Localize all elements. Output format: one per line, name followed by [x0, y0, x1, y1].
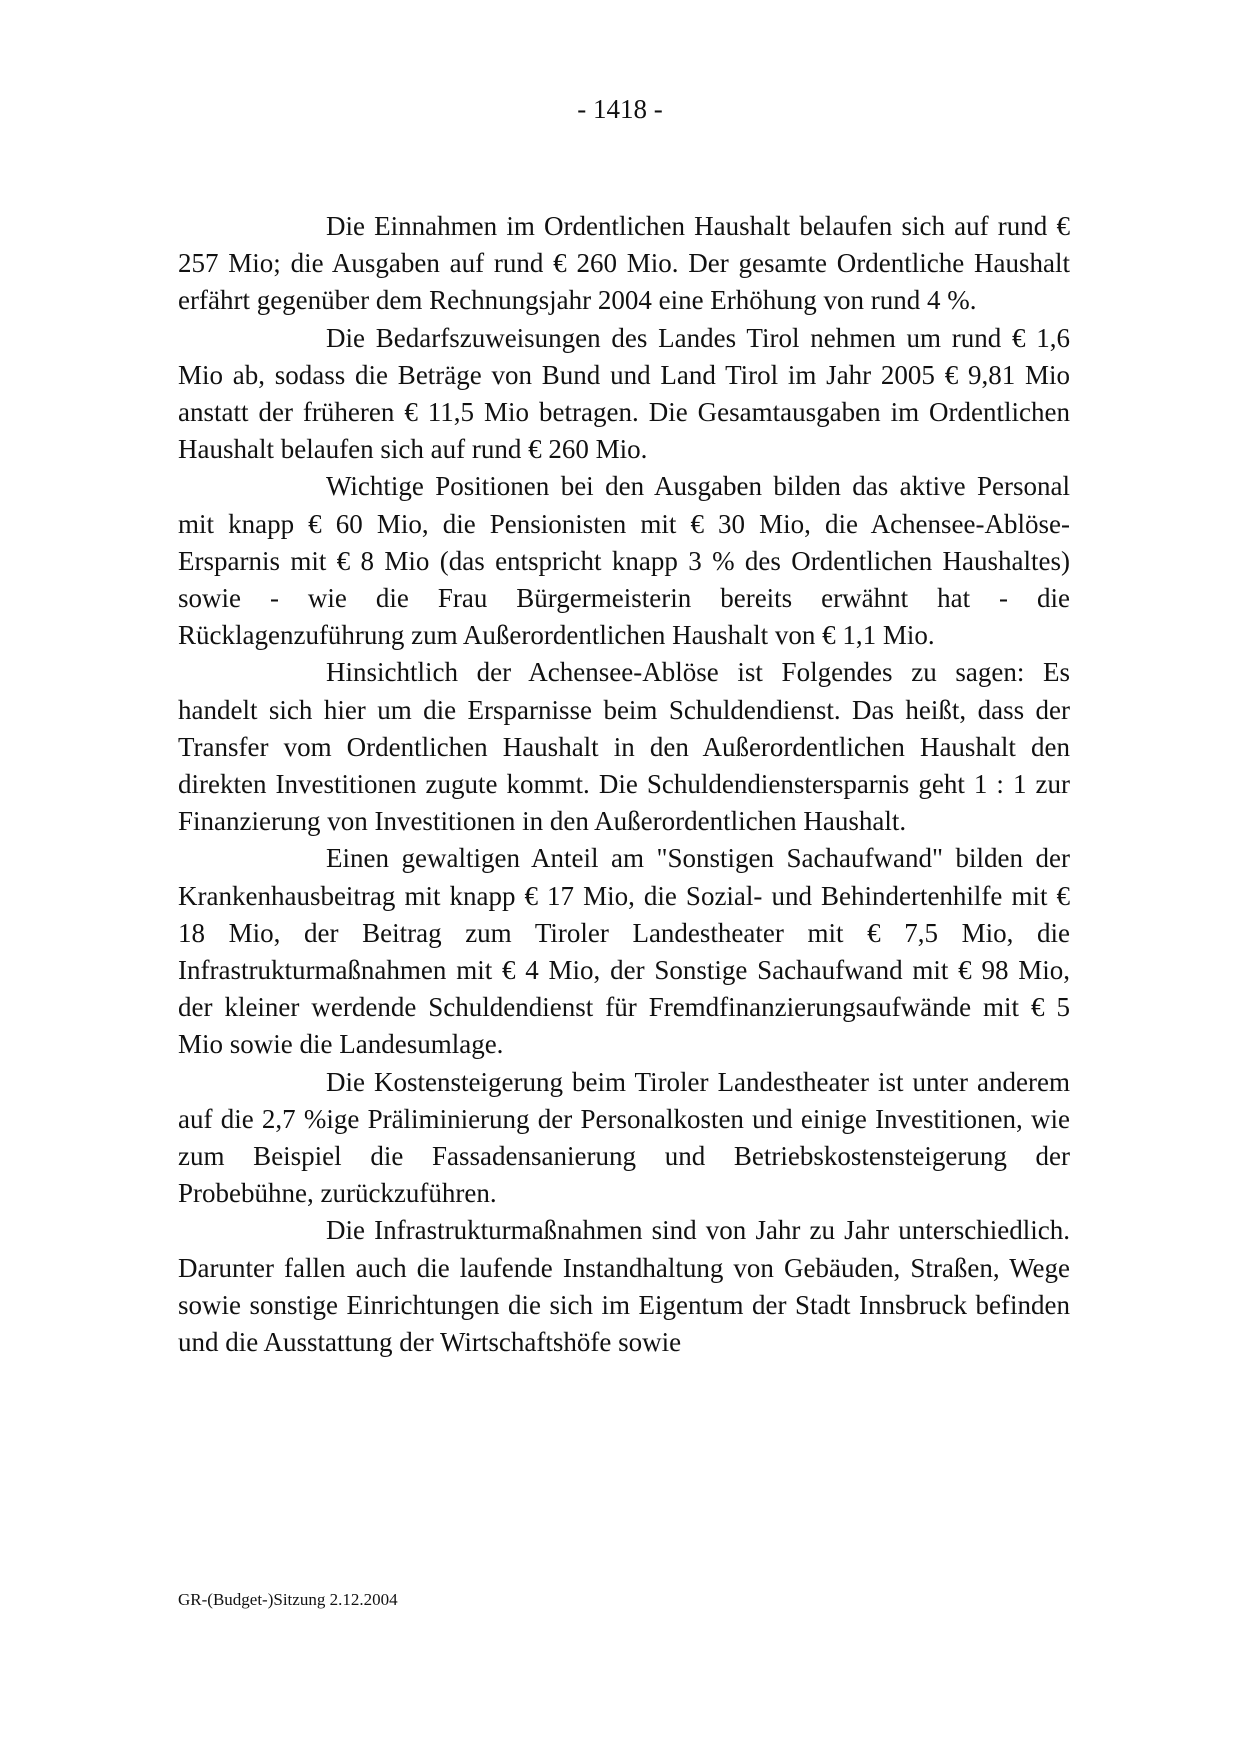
paragraph-4: Hinsichtlich der Achensee-Ablöse ist Folgendes zu sagen: Es handelt sich hier um die Ersparnisse beim Schuldendienst. Das heißt, dass der Transfer vom Ordentlichen Haushalt in den Außerordentlichen Haushalt den direkten Investitionen zugute kommt. Die Schuldendienstersparnis geht 1 : 1 zur Finanzierung von Investitionen in den Außerordentlichen Haushalt. — [178, 657, 1070, 837]
page-number: - 1418 - — [577, 94, 663, 124]
paragraph-1: Die Einnahmen im Ordentlichen Haushalt belaufen sich auf rund € 257 Mio; die Ausgaben auf rund € 260 Mio. Der gesamte Ordentliche Haushalt erfährt gegenüber dem Rechnungsjahr 2004 eine Erhöhung von rund 4 %. — [178, 211, 1070, 316]
paragraph-7: Die Infrastrukturmaßnahmen sind von Jahr zu Jahr unterschiedlich. Darunter fallen auch die laufende Instandhaltung von Gebäuden, Straßen, Wege sowie sonstige Einrichtungen die sich im Eigentum der Stadt Innsbruck befinden und die Ausstattung der Wirtschaftshöfe sowie — [178, 1215, 1070, 1358]
paragraph-5: Einen gewaltigen Anteil am "Sonstigen Sachaufwand" bilden der Krankenhausbeitrag mit knapp € 17 Mio, die Sozial- und Behindertenhilfe mit € 18 Mio, der Beitrag zum Tiroler Landestheater mit € 7,5 Mio, die Infrastrukturmaßnahmen mit € 4 Mio, der Sonstige Sachaufwand mit € 98 Mio, der kleiner werdende Schuldendienst für Fremdfinanzierungsaufwände mit € 5 Mio sowie die Landesumlage. — [178, 843, 1070, 1060]
paragraph-3: Wichtige Positionen bei den Ausgaben bilden das aktive Personal mit knapp € 60 Mio, die Pensionisten mit € 30 Mio, die Achensee-Ablöse-Ersparnis mit € 8 Mio (das entspricht knapp 3 % des Ordentlichen Haushaltes) sowie - wie die Frau Bürgermeisterin bereits erwähnt hat - die Rücklagenzuführung zum Außerordentlichen Haushalt von € 1,1 Mio. — [178, 471, 1070, 651]
body-text — [178, 208, 1070, 1361]
paragraph-2: Die Bedarfszuweisungen des Landes Tirol nehmen um rund € 1,6 Mio ab, sodass die Beträge von Bund und Land Tirol im Jahr 2005 € 9,81 Mio anstatt der früheren € 11,5 Mio betragen. Die Gesamtausgaben im Ordentlichen Haushalt belaufen sich auf rund € 260 Mio. — [178, 322, 1070, 465]
paragraph-6: Die Kostensteigerung beim Tiroler Landestheater ist unter anderem auf die 2,7 %ige Präliminierung der Personalkosten und einige Investitionen, wie zum Beispiel die Fassadensanierung und Betriebskostensteigerung der Probebühne, zurückzuführen. — [178, 1066, 1070, 1209]
footer-session-label: GR-(Budget-)Sitzung 2.12.2004 — [178, 1590, 398, 1609]
